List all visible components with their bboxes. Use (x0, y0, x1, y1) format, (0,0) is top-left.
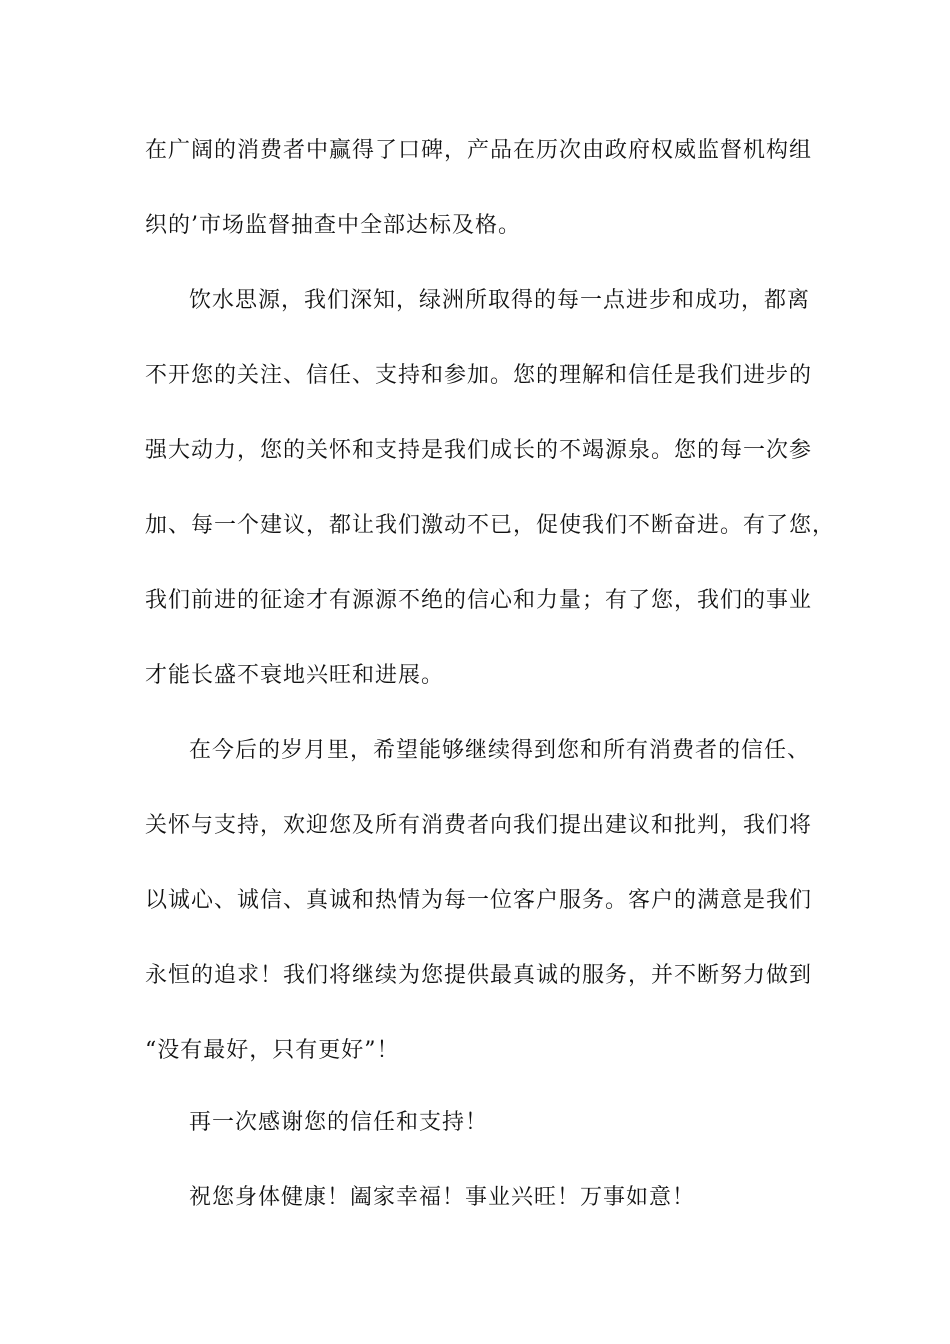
text-line-2: 织的’市场监督抽查中全部达标及格。 (145, 213, 521, 238)
text-line-11: 以诚心、诚信、真诚和热情为每一位客户服务。客户的满意是我们 (145, 888, 813, 913)
text-line-12: 永恒的追求！我们将继续为您提供最真诚的服务，并不断努力做到 (145, 963, 813, 988)
text-line-3: 饮水思源，我们深知，绿洲所取得的每一点进步和成功，都离 (189, 288, 811, 313)
text-line-9: 在今后的岁月里，希望能够继续得到您和所有消费者的信任、 (189, 738, 811, 763)
text-line-6: 加、每一个建议，都让我们激动不已，促使我们不断奋进。有了您， (145, 513, 836, 538)
text-line-8: 才能长盛不衰地兴旺和进展。 (145, 663, 445, 688)
text-line-15: 祝您身体健康！阖家幸福！事业兴旺！万事如意！ (189, 1185, 696, 1210)
text-line-7: 我们前进的征途才有源源不绝的信心和力量；有了您，我们的事业 (145, 588, 813, 613)
text-line-4: 不开您的关注、信任、支持和参加。您的理解和信任是我们进步的 (145, 363, 813, 388)
text-line-14: 再一次感谢您的信任和支持！ (189, 1110, 489, 1135)
text-line-5: 强大动力，您的关怀和支持是我们成长的不竭源泉。您的每一次参 (145, 438, 813, 463)
text-line-13: “没有最好，只有更好”！ (145, 1038, 400, 1063)
text-line-10: 关怀与支持，欢迎您及所有消费者向我们提出建议和批判，我们将 (145, 813, 813, 838)
text-line-1: 在广阔的消费者中赢得了口碑，产品在历次由政府权威监督机构组 (145, 138, 813, 163)
